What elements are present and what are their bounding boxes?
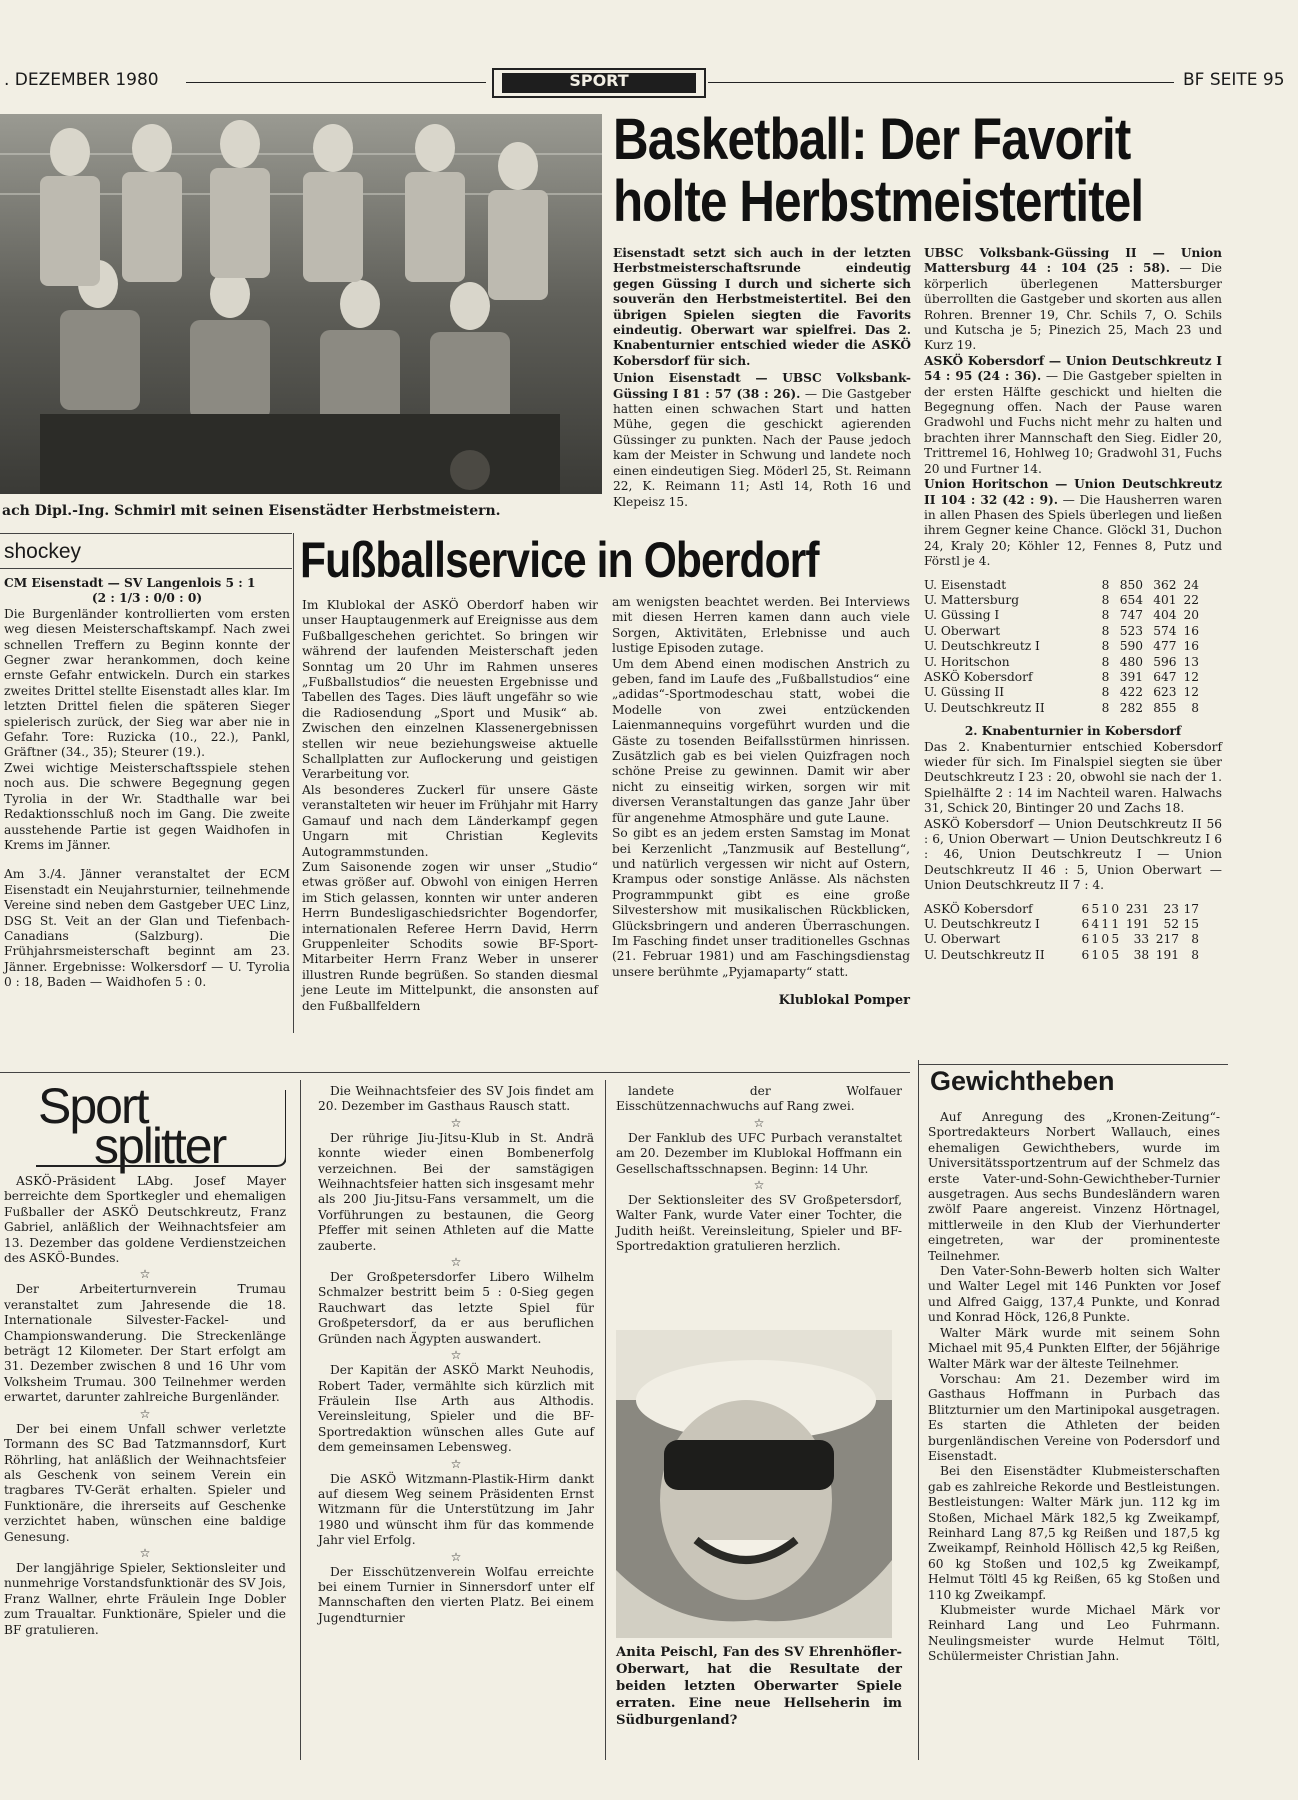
header-rule-right	[708, 82, 1174, 83]
lower-section-rule	[0, 1072, 910, 1073]
fussball-col2-p2: Um dem Abend einen modischen Anstrich zu geben, fand im Laufe des „Fußballstudios“ eine „adidas“-Sportmodeschau statt, wobei die Modelle von zwei entzückenden Laienmannequins vorgeführt wurden und die Gäste zu tosenden Beifallsstürmen hinrissen. Zusätzlich gab es bei vielen Quizfragen noch schöne Preise zu gewinnen. Damit wir aber nicht zu einseitig wirken, sorgen wir mit diversen Veranstaltungen das ganze Jahr über für angenehme Atmosphäre und gute Laune.	[612, 656, 910, 825]
table-row	[924, 701, 1199, 716]
stat-cell: 574	[1153, 623, 1177, 638]
team-photo	[0, 114, 602, 494]
header-rule-left	[186, 82, 486, 83]
table-row	[924, 578, 1199, 593]
table-row	[924, 917, 1199, 932]
table-row	[924, 685, 1199, 700]
news-item: Der Eisschützenverein Wolfau erreichte bei einem Turnier in Sinnersdorf unter elf Mannschaften den vierten Platz. Bei einem Jugendturnier	[318, 1564, 594, 1625]
stat-cell: 8	[1101, 608, 1110, 623]
stat-cell: 191	[1125, 917, 1150, 932]
stat-cell: 6	[1081, 901, 1090, 916]
news-item: Der Arbeiterturnverein Trumau veranstaltet zum Jahresende die 18. Internationale Silvester-Fackel- und Championswanderung. Die Streckenlänge beträgt 12 Kilometer. Der Start erfolgt am 31. Dezember zwischen 8 und 16 Uhr vom Volksheim Trumau. 300 Teilnehmer werden erwartet, darunter zahlreiche Burgenländer.	[4, 1282, 286, 1405]
news-item: Der Großpetersdorfer Libero Wilhelm Schmalzer bestritt beim 5 : 0-Sieg gegen Rauchwart das letzte Spiel für Großpetersdorf, da er aus beruflichen Gründen nach Ägypten auswandert.	[318, 1270, 594, 1346]
standings-table-2	[924, 902, 1199, 964]
stat-cell: 4	[1091, 917, 1100, 932]
gewicht-p1: Auf Anregung des „Kronen-Zeitung“-Sportredakteurs Norbert Wallauch, eines ehemaligen Gewichthebers, wurde im Universitätssportzentrum auf der Schmelz das erste Vater-und-Sohn-Gewichtheber-Turnier ausgetragen. Aus sechs Bundesländern waren zwölf Paare angereist. Vinzenz Hörtnagel, mittlerweile in den Klub der Vierhunderter eingetreten, war der prominenteste Teilnehmer.	[928, 1110, 1220, 1263]
separator-star-icon: ☆	[753, 1178, 765, 1193]
splitter-column-left	[4, 1174, 286, 1638]
stat-cell: 38	[1133, 947, 1150, 962]
stat-cell: 1	[1101, 917, 1110, 932]
stat-cell: 480	[1119, 654, 1143, 669]
news-item: Der langjährige Spieler, Sektionsleiter und nunmehrige Vorstandsfunktionär des SV Jois, Franz Wallner, ehrte Fräulein Inge Dobler zum Traualtar. Funktionäre, Spieler und die BF gratulieren.	[4, 1560, 286, 1637]
fan-photo	[616, 1330, 892, 1638]
team-name-cell: U. Deutschkreutz II	[924, 947, 1045, 962]
stat-cell: 8	[1101, 654, 1110, 669]
fan-photo-image	[616, 1330, 892, 1638]
news-item: landete der Wolfauer Eisschützennachwuchs auf Rang zwei.	[616, 1084, 902, 1114]
stat-cell: 391	[1119, 669, 1143, 684]
column-divider	[293, 533, 294, 1033]
basketball-report-2	[924, 246, 1222, 354]
stat-cell: 8	[1101, 700, 1110, 715]
hockey-result: CM Eisenstadt — SV Langenlois 5 : 1	[4, 576, 256, 590]
stat-cell: 6	[1081, 947, 1090, 962]
stat-cell: 647	[1153, 669, 1177, 684]
stat-cell: 22	[1183, 592, 1199, 607]
fussball-column-1	[302, 598, 598, 1014]
fussball-col1-p3: Zum Saisonende zogen wir unser „Studio“ etwas größer auf. Obwohl von einigen Herren im Stich gelassen, konnten wir unter anderen Herrn Bundesligaschiedsrichter Bogendorfer, internationalen Referee Herrn David, Herrn Gruppenleiter Schodits sowie BF-Sport-Mitarbeiter Herrn Franz Weber in unserer illustren Runde begrüßen. So standen diesmal jene Leute im Mittelpunkt, die ansonsten auf den Fußballfeldern	[302, 859, 598, 1013]
table-row	[924, 639, 1199, 654]
stat-cell: 191	[1155, 947, 1179, 962]
news-item: Der Fanklub des UFC Purbach veranstaltet am 20. Dezember im Klublokal Hoffmann ein Gesellschaftsschnapsen. Beginn: 14 Uhr.	[616, 1130, 902, 1176]
team-name-cell: U. Deutschkreutz I	[924, 917, 1040, 932]
hockey-label-rule	[0, 568, 292, 569]
knaben-title: 2. Knabenturnier in Kobersdorf	[964, 724, 1182, 739]
separator-star-icon: ☆	[753, 1115, 765, 1130]
separator-star-icon: ☆	[450, 1456, 462, 1471]
team-name-cell: U. Güssing II	[924, 685, 1005, 700]
fussball-headline: Fußballservice in Oberdorf	[300, 532, 819, 588]
standings-table-1	[924, 578, 1199, 717]
stat-cell: 17	[1183, 901, 1199, 916]
splitter-divider-1	[300, 1080, 301, 1760]
hockey-period-scores: (2 : 1/3 : 0/0 : 0)	[91, 591, 203, 606]
stat-cell: 590	[1119, 639, 1143, 654]
table-row	[924, 670, 1199, 685]
team-name-cell: U. Eisenstadt	[924, 577, 1007, 592]
stat-cell: 15	[1183, 917, 1199, 932]
stat-cell: 1	[1111, 917, 1120, 932]
stat-cell: 16	[1183, 623, 1199, 638]
stat-cell: 16	[1183, 639, 1199, 654]
news-item: ASKÖ-Präsident LAbg. Josef Mayer berreichte dem Sportkegler und ehemaligen Fußballer der ASKÖ Deutschkreutz, Franz Gabriel, anläßlich der Weihnachtsfeier am 13. Dezember das goldene Verdienstzeichen des ASKÖ-Bundes.	[4, 1174, 286, 1266]
stat-cell: 6	[1081, 932, 1090, 947]
stat-cell: 850	[1119, 577, 1143, 592]
stat-cell: 8	[1101, 623, 1110, 638]
table-row	[924, 624, 1199, 639]
separator-star-icon: ☆	[139, 1267, 151, 1282]
stat-cell: 362	[1153, 577, 1177, 592]
basketball-intro: Eisenstadt setzt sich auch in der letzten Herbstmeisterschaftsrunde eindeutig gegen Güssing I durch und sicherte sich souverän den Herbstmeistertitel. Bei den übrigen Spielen siegten die Favorits eindeutig. Oberwart war spielfrei. Das 2. Knabenturnier entschied wieder die ASKÖ Kobersdorf für sich.	[613, 246, 911, 368]
team-name-cell: U. Güssing I	[924, 608, 1000, 623]
separator-star-icon: ☆	[139, 1545, 151, 1560]
stat-cell: 20	[1183, 608, 1199, 623]
stat-cell: 1	[1101, 901, 1110, 916]
report-4-body: — Die Hausherren waren in allen Phasen des Spiels überlegen und ließen ihrem Gegner keine Chance. Glöckl 31, Duchon 24, Kraly 20; Köhler 12, Fennes 8, Putz und Förstl je 4.	[924, 492, 1222, 569]
stat-cell: 8	[1101, 669, 1110, 684]
basketball-column-1	[613, 246, 911, 510]
stat-cell: 747	[1119, 608, 1143, 623]
stat-cell: 623	[1153, 685, 1177, 700]
stat-cell: 6	[1081, 917, 1090, 932]
stat-cell: 1	[1091, 932, 1100, 947]
team-name-cell: U. Horitschon	[924, 654, 1010, 669]
stat-cell: 8	[1191, 700, 1199, 715]
stat-cell: 8	[1191, 932, 1199, 947]
fussball-column-2	[612, 595, 910, 1021]
gewicht-p2: Den Vater-Sohn-Bewerb holten sich Walter und Walter Legel mit 146 Punkten vor Josef und Alfred Gaigg, 137,4 Punkte, und Konrad und Konrad Höck, 126,8 Punkte.	[928, 1264, 1220, 1325]
splitter-word-splitter: splitter	[94, 1118, 226, 1174]
stat-cell: 231	[1125, 901, 1150, 916]
news-item: Die Weihnachtsfeier des SV Jois findet am 20. Dezember im Gasthaus Rausch statt.	[318, 1084, 594, 1114]
gewicht-title: Gewichtheben	[930, 1066, 1115, 1096]
hockey-section-label: shockey	[4, 540, 82, 563]
separator-star-icon: ☆	[450, 1348, 462, 1363]
stat-cell: 523	[1119, 623, 1143, 638]
gewicht-p5: Bei den Eisenstädter Klubmeisterschaften gab es zahlreiche Rekorde und Bestleistungen. Bestleistungen: Walter Märk jun. 112 kg im Stoßen, Michael Märk 182,5 kg Zweikampf, Reinhard Lang 87,5 kg Reißen und 187,5 kg Zweikampf, Reinhold Höllisch 42,5 kg Reißen, 60 kg Stoßen und 102,5 kg Zweikampf, Helmut Töltl 45 kg Reißen, 65 kg Stoßen und 110 kg Zweikampf.	[928, 1464, 1220, 1602]
news-item: Der Sektionsleiter des SV Großpetersdorf, Walter Fank, wurde Vater einer Tochter, die Judith heißt. Vereinsleitung, Spieler und BF-Sportredaktion gratulieren herzlich.	[616, 1193, 902, 1254]
separator-star-icon: ☆	[139, 1406, 151, 1421]
basketball-headline-line1: Basketball: Der Favorit	[613, 107, 1131, 172]
gewicht-p3: Walter Märk wurde mit seinem Sohn Michael mit 95,4 Punkten Elfter, der 56jährige Walter Märk war der älteste Teilnehmer.	[928, 1325, 1220, 1371]
hockey-tournament: Am 3./4. Jänner veranstaltet der ECM Eisenstadt ein Neujahrsturnier, teilnehmende Vereine sind neben dem Gastgeber UEC Linz, DSG St. Veit an der Glan und Tiefenbach-Canadians (Salzburg). Die Frühjahrsmeisterschaft beginnt am 23. Jänner. Ergebnisse: Wolkersdorf — U. Tyrolia 0 : 18, Baden — Waidhofen 5 : 0.	[4, 867, 290, 990]
basketball-column-2	[924, 246, 1222, 963]
splitter-divider-2	[605, 1080, 606, 1760]
stat-cell: 12	[1183, 685, 1199, 700]
gewicht-p4: Vorschau: Am 21. Dezember wird im Gasthaus Hoffmann in Purbach das Blitzturnier um den Martinipokal ausgetragen. Es starten die Athleten der beiden burgenländischen Vereine von Podersdorf und Eisenstadt.	[928, 1371, 1220, 1463]
fussball-col2-p3: So gibt es an jedem ersten Samstag im Monat bei Kerzenlicht „Tanzmusik auf Bestellung“, und natürlich vergessen wir nicht auf Ostern, Krampus oder sonstige Anlässe. Als nächsten Programmpunkt gibt es eine große Silvestershow mit musikalischen Rückblicken, Glücksbringern und anderen Überraschungen. Im Fasching findet unser traditionelles Gschnas (21. Februar 1981) und am Faschingsdienstag unsere berühmte „Pyjamaparty“ statt.	[612, 826, 910, 979]
stat-cell: 401	[1153, 592, 1177, 607]
report-4-headline: Union Horitschon — Union Deutschkreutz II 104 : 32 (42 : 9).	[924, 477, 1222, 507]
news-item: Der Kapitän der ASKÖ Markt Neuhodis, Robert Tader, vermählte sich kürzlich mit Fräulein Ilse Arth aus Althodis. Vereinsleitung, Spieler und die BF-Sportredaktion wünschen alles Gute auf dem gemeinsamen Lebensweg.	[318, 1363, 594, 1455]
stat-cell: 0	[1111, 901, 1120, 916]
fussball-col1-p1: Im Klublokal der ASKÖ Oberdorf haben wir unser Hauptaugenmerk auf Ereignisse aus dem Fußballgeschehen gerichtet. So bringen wir während der laufenden Meisterschaft jeden Sonntag um 20 Uhr im Rahmen unseres „Fußballstudios“ die neuesten Ergebnisse und Tabellen des Tages. Dies läuft ungefähr so wie die Radiosendung „Sport und Musik“ ab. Zwischen den einzelnen Klassenergebnissen stellen wir neue beziehungsweise aktuelle Schallplatten zur Auflockerung und geistigen Verarbeitung vor.	[302, 598, 598, 782]
stat-cell: 0	[1101, 932, 1110, 947]
team-name-cell: U. Oberwart	[924, 623, 1001, 638]
report-2-body: — Die körperlich überlegenen Mattersburger überrollten die Gastgeber und skorten aus allen Rohren. Brenner 19, Chr. Schils 7, O. Schils und Kutscha je 5; Pinezich 25, Mach 23 und Kurz 19.	[924, 261, 1223, 353]
stat-cell: 12	[1183, 669, 1199, 684]
basketball-report-4	[924, 477, 1222, 569]
stat-cell: 8	[1101, 577, 1110, 592]
stat-cell: 8	[1191, 947, 1199, 962]
report-1-headline: Union Eisenstadt — UBSC Volksbank-Güssing I 81 : 57 (38 : 26).	[613, 371, 911, 401]
stat-cell: 8	[1101, 685, 1110, 700]
knaben-results: ASKÖ Kobersdorf — Union Deutschkreutz II 56 : 6, Union Oberwart — Union Deutschkreutz I 6 : 46, Union Deutschkreutz I — Union Deutschkreutz II 46 : 5, Union Oberwart — Union Deutschkreutz II 7 : 4.	[924, 816, 1222, 893]
stat-cell: 5	[1091, 901, 1100, 916]
stat-cell: 23	[1163, 901, 1179, 916]
section-title: SPORT	[502, 73, 696, 93]
gewicht-top-rule	[918, 1064, 1228, 1065]
gewicht-p6: Klubmeister wurde Michael Märk vor Reinhard Lang und Leo Fuhrmann. Neulingsmeister wurde Helmut Töltl, Schülermeister Christian Jahn.	[928, 1603, 1220, 1664]
stat-cell: 855	[1153, 700, 1177, 715]
fussball-col1-p2: Als besonderes Zuckerl für unsere Gäste veranstalteten wir heuer im Frühjahr mit Harry Gamauf und nach dem Länderkampf gegen Ungarn mit Christian Keglevits Autogrammstunden.	[302, 782, 598, 859]
stat-cell: 654	[1119, 592, 1143, 607]
separator-star-icon: ☆	[450, 1255, 462, 1270]
fan-photo-caption: Anita Peischl, Fan des SV Ehrenhöfler-Oberwart, hat die Resultate der beiden letzten Oberwarter Spiele erraten. Eine neue Hellseherin im Südburgenland?	[616, 1645, 902, 1728]
splitter-word-sport: Sport	[38, 1078, 148, 1134]
report-3-headline: ASKÖ Kobersdorf — Union Deutschkreutz I 54 : 95 (24 : 36).	[924, 353, 1222, 384]
gewicht-column	[928, 1110, 1220, 1665]
stat-cell: 5	[1111, 932, 1120, 947]
splitter-column-mid	[318, 1084, 594, 1626]
stat-cell: 5	[1111, 947, 1120, 962]
fussball-credit: Klublokal Pomper	[778, 993, 910, 1009]
stat-cell: 52	[1163, 917, 1179, 932]
table-row	[924, 593, 1199, 608]
hockey-top-rule	[0, 533, 292, 534]
report-3-body: — Die Gastgeber spielten in der ersten Hälfte geschickt und hielten die Begegnung offen. Nach der Pause waren Gradwohl und Fuchs nicht mehr zu halten und brachten ihrer Mannschaft den Sieg. Eidler 20, Trittremel 16, Hohlweg 10; Gradwohl 31, Fuchs 20 und Furtner 14.	[924, 369, 1222, 476]
stat-cell: 8	[1101, 639, 1110, 654]
team-photo-image	[0, 114, 602, 494]
stat-cell: 8	[1101, 592, 1110, 607]
team-name-cell: ASKÖ Kobersdorf	[924, 901, 1033, 916]
report-1-body: — Die Gastgeber hatten einen schwachen Start und hatten Mühe, gegen die geschickt agierenden Güssinger zu punkten. Nach der Pause jedoch kam der Meister in Schwung und landete noch einen eindeutigen Sieg. Möderl 25, St. Reimann 22, K. Reimann 11; Astl 14, Roth 16 und Klepeisz 15.	[613, 386, 912, 509]
stat-cell: 282	[1119, 700, 1143, 715]
separator-star-icon: ☆	[450, 1115, 462, 1130]
stat-cell: 0	[1101, 947, 1110, 962]
page-number: BF SEITE 95	[1183, 70, 1285, 90]
stat-cell: 217	[1155, 932, 1179, 947]
table-row	[924, 932, 1199, 947]
stat-cell: 1	[1091, 947, 1100, 962]
hockey-column	[4, 576, 290, 991]
splitter-frame-lines	[6, 1080, 286, 1174]
team-name-cell: U. Mattersburg	[924, 592, 1020, 607]
news-item: Der bei einem Unfall schwer verletzte Tormann des SC Bad Tatzmannsdorf, Kurt Röhrling, hat anläßlich der Weihnachtsfeier als Geschenk von seinem Verein ein tragbares TV-Gerät erhalten. Spieler und Funktionäre, die ihrerseits auf Geschenke verzichtet haben, wünschen eine baldige Genesung.	[4, 1421, 286, 1544]
gewicht-divider	[918, 1060, 919, 1760]
hockey-outlook: Zwei wichtige Meisterschaftsspiele stehen noch aus. Die schwere Begegnung gegen Tyrolia in der Wr. Stadthalle war bei Redaktionsschluß noch im Gang. Die zweite ausstehende Partie ist gegen Waidhofen in Krems im Jänner.	[4, 760, 290, 852]
splitter-column-right	[616, 1084, 902, 1255]
stat-cell: 404	[1153, 608, 1177, 623]
stat-cell: 13	[1183, 654, 1199, 669]
stat-cell: 422	[1119, 685, 1143, 700]
stat-cell: 596	[1153, 654, 1177, 669]
table-row	[924, 948, 1199, 963]
separator-star-icon: ☆	[450, 1549, 462, 1564]
team-name-cell: U. Deutschkreutz II	[924, 700, 1045, 715]
team-photo-caption: ach Dipl.-Ing. Schmirl mit seinen Eisenstädter Herbstmeistern.	[2, 503, 501, 519]
stat-cell: 477	[1153, 639, 1177, 654]
basketball-report-1	[613, 371, 911, 510]
table-row	[924, 608, 1199, 623]
stat-cell: 33	[1133, 932, 1150, 947]
hockey-report: Die Burgenländer kontrollierten vom ersten weg diesen Meisterschaftskampf. Nach zwei schnellen Treffern zu Beginn konnte der Gegner zwar herankommen, doch keine ernste Gefahr entwickeln. Durch ein starkes zweites Drittel stellte Eisenstadt alles klar. Im letzten Drittel fielen die späteren Sieger spielerisch zurück, der Sieg war aber nie in Gefahr. Tore: Ruzicka (10., 22.), Pankl, Gräftner (34., 35); Steurer (19.).	[4, 606, 290, 760]
sport-splitter-logo	[6, 1078, 286, 1174]
basketball-report-3	[924, 354, 1222, 477]
table-row	[924, 902, 1199, 917]
team-name-cell: U. Oberwart	[924, 932, 1001, 947]
issue-date: . DEZEMBER 1980	[4, 70, 159, 90]
section-banner	[492, 68, 706, 98]
stat-cell: 24	[1183, 577, 1199, 592]
team-name-cell: ASKÖ Kobersdorf	[924, 669, 1033, 684]
knaben-report: Das 2. Knabenturnier entschied Kobersdorf wieder für sich. Im Finalspiel siegten sie über Deutschkreutz I 23 : 20, obwohl sie nach der 1. Spielhälfte 2 : 14 im Nachteil waren. Halwachs 31, Schick 20, Bintinger 20 und Zachs 18.	[924, 739, 1222, 816]
report-2-headline: UBSC Volksbank-Güssing II — Union Mattersburg 44 : 104 (25 : 58).	[924, 246, 1222, 276]
news-item: Der rührige Jiu-Jitsu-Klub in St. Andrä konnte wieder einen Bombenerfolg verzeichnen. Bei der samstägigen Weihnachtsfeier hatten sich insgesamt mehr als 200 Jiu-Jitsu-Fans versammelt, um die Vorführungen zu bestaunen, die Georg Pfeffer mit seinen Athleten auf die Matte zauberte.	[318, 1130, 594, 1253]
table-row	[924, 655, 1199, 670]
team-name-cell: U. Deutschkreutz I	[924, 639, 1040, 654]
basketball-headline-line2: holte Herbstmeistertitel	[613, 169, 1144, 234]
fussball-col2-p1: am wenigsten beachtet werden. Bei Interviews mit diesen Herren kamen dann auch viele Sorgen, Aktivitäten, Erlebnisse und auch lustige Episoden zutage.	[612, 595, 910, 656]
news-item: Die ASKÖ Witzmann-Plastik-Hirm dankt auf diesem Weg seinem Präsidenten Ernst Witzmann für die Unterstützung im Jahr 1980 und wünscht ihm für das kommende Jahr viel Erfolg.	[318, 1471, 594, 1548]
